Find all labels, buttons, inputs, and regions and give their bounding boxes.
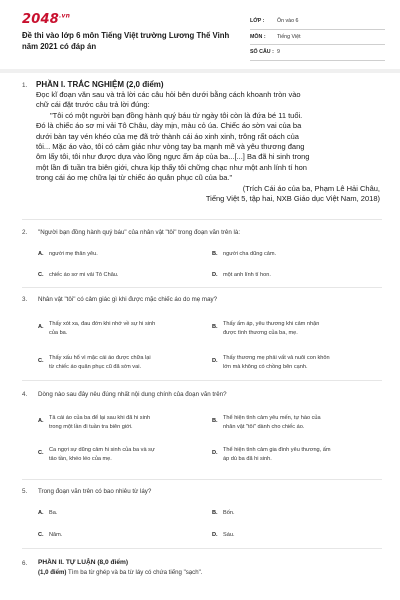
question-separator bbox=[22, 219, 382, 220]
question-6 bbox=[22, 560, 382, 584]
question-number: 4. bbox=[22, 391, 28, 398]
meta-table bbox=[250, 14, 385, 61]
question-text: (1,0 điểm) Tìm ba từ ghép và ba từ láy có chứa tiếng "sạch". bbox=[38, 569, 203, 576]
meta-row-grade: LỚP : Ôn vào 6 bbox=[250, 14, 385, 30]
question-number: 6. bbox=[22, 560, 28, 567]
document-header bbox=[22, 12, 382, 62]
meta-row-question-count: SỐ CÂU : 9 bbox=[250, 45, 385, 61]
reading-passage: Đọc kĩ đoạn văn sau và trả lời các câu hỏi bên dưới bằng cách khoanh tròn vào chữ cái đặt trước câu trả lời đúng: "Tôi có một người bạn đồng hành quý báu từ ngày tôi còn là đứa bé 11 tuổi. Đó là chiếc áo sơ mi vải Tô Châu, dày mịn, màu cỏ úa. Chiếc áo sờn vai của ba dưới bàn tay vén khéo của mẹ đã trở thành cái áo xinh xinh, trông rất oách của tôi... Mặc áo vào, tôi có cảm giác như vòng tay ba mạnh mẽ và yêu thương đang ôm lấy tôi, tôi như được dựa vào lồng ngực ấm áp của ba...[...] Ba đã hi sinh trong một lần đi tuần tra biên giới, chưa kịp thấy tôi chững chạc như một anh lính tí hon trong cái áo mẹ chữa lại từ chiếc áo quân phục cũ của ba." (Trích Cái áo của ba, Phạm Lê Hải Châu, Tiếng Việt 5, tập hai, NXB Giáo dục Việt Nam, 2018) bbox=[36, 90, 380, 204]
question-separator bbox=[22, 548, 382, 549]
question-text: Nhân vật "tôi" có cảm giác gì khi được mặc chiếc áo do mẹ may? bbox=[38, 296, 218, 303]
question-number: 2. bbox=[22, 229, 28, 236]
question-separator bbox=[22, 479, 382, 480]
question-number: 1. bbox=[22, 82, 28, 89]
section-heading: PHẦN I. TRẮC NGHIỆM (2,0 điểm) bbox=[36, 80, 164, 89]
question-separator bbox=[22, 380, 382, 381]
question-text: "Người bạn đồng hành quý báu" của nhân vật "tôi" trong đoạn văn trên là: bbox=[38, 229, 241, 236]
site-logo[interactable]: $2048^{.vn}$ bbox=[22, 12, 71, 27]
meta-row-subject: MÔN : Tiếng Việt bbox=[250, 30, 385, 46]
section-heading: PHẦN II. TỰ LUẬN (8,0 điểm) bbox=[38, 559, 129, 566]
question-text: Dòng nào sau đây nêu đúng nhất nội dung chính của đoạn văn trên? bbox=[38, 391, 227, 398]
question-text: Trong đoạn văn trên có bao nhiêu từ láy? bbox=[38, 488, 152, 495]
header-divider bbox=[0, 69, 400, 73]
document-title: Đề thi vào lớp 6 môn Tiếng Việt trường Lương Thế Vinh năm 2021 có đáp án bbox=[22, 31, 230, 51]
question-number: 5. bbox=[22, 488, 28, 495]
question-number: 3. bbox=[22, 296, 28, 303]
question-separator bbox=[22, 287, 382, 288]
